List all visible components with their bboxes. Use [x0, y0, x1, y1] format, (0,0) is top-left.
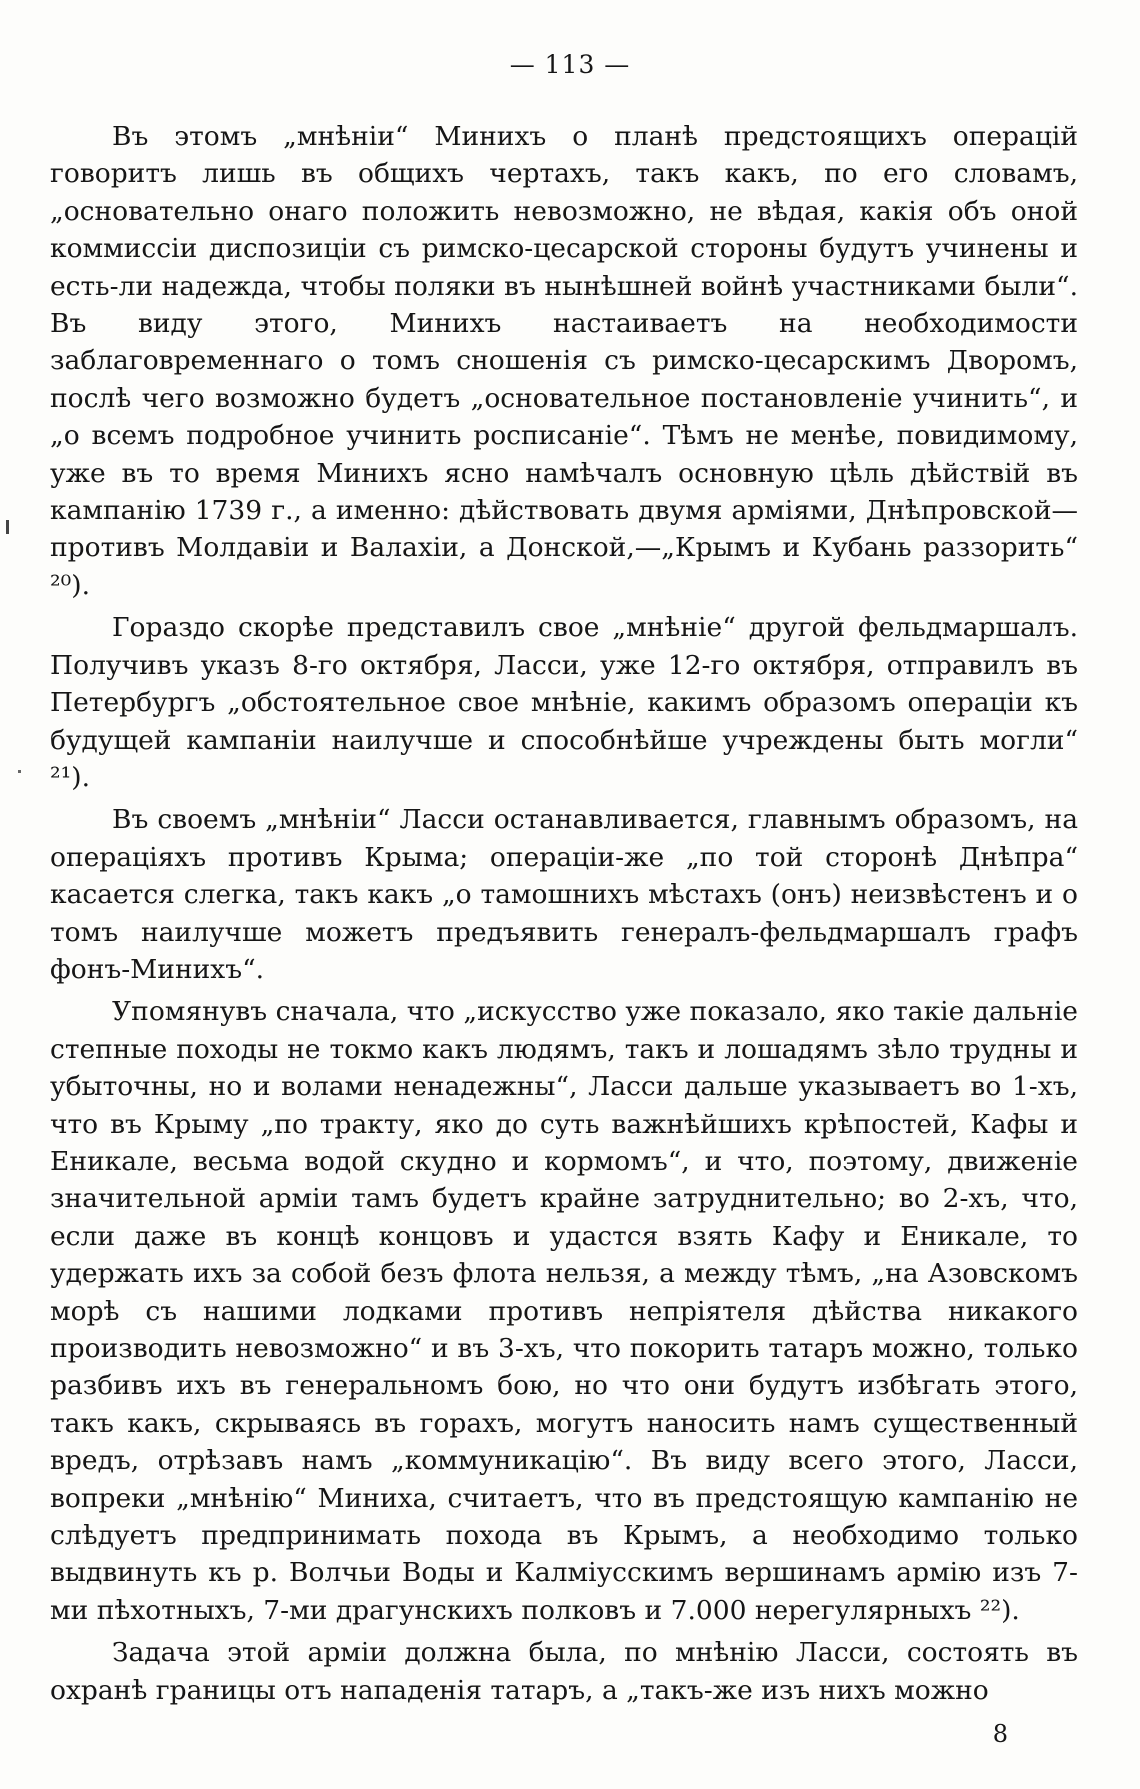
- paragraph: Въ этомъ „мнѣніи“ Минихъ о планѣ предстоящихъ операцій говоритъ лишь въ общихъ чертахъ, такъ какъ, по его словамъ, „основательно онаго положить невозможно, не вѣдая, какія объ оной коммиссіи диспозиціи съ римско-цесарской стороны будутъ учинены и есть-ли надежда, чтобы поляки въ нынѣшней войнѣ участниками были“. Въ виду этого, Минихъ настаиваетъ на необходимости заблаговременнаго о томъ сношенія съ римско-цесарскимъ Дворомъ, послѣ чего возможно будетъ „основательное постановленіе учинить“, и „о всемъ подробное учинить росписаніе“. Тѣмъ не менѣе, повидимому, уже въ то время Минихъ ясно намѣчалъ основную цѣль дѣйствій въ кампанію 1739 г., а именно: дѣйствовать двумя арміями, Днѣпровской—противъ Молдавіи и Валахіи, а Донской,—„Крымъ и Кубань раззорить“ ²⁰).: [50, 121, 1078, 601]
- paragraph: Въ своемъ „мнѣніи“ Ласси останавливается, главнымъ образомъ, на операціяхъ противъ Крыма; операціи-же „по той сторонѣ Днѣпра“ касается слегка, такъ какъ „о тамошнихъ мѣстахъ (онъ) неизвѣстенъ и о томъ наилучше можетъ предъявить генералъ-фельдмаршалъ графъ фонъ-Минихъ“.: [50, 804, 1078, 985]
- paragraph: Гораздо скорѣе представилъ свое „мнѣніе“ другой фельдмаршалъ. Получивъ указъ 8-го октября, Ласси, уже 12-го октября, отправилъ въ Петербургъ „обстоятельное свое мнѣніе, какимъ образомъ операціи къ будущей кампаніи наилучше и способнѣйше учреждены быть могли“ ²¹).: [50, 612, 1078, 793]
- paragraph: Задача этой арміи должна была, по мнѣнію Ласси, состоять въ охранѣ границы отъ нападенія татаръ, а „такъ-же изъ нихъ можно: [50, 1637, 1078, 1706]
- scan-edge-mark: [6, 520, 9, 534]
- paragraph: Упомянувъ сначала, что „искусство уже показало, яко такіе дальніе степные походы не токмо какъ людямъ, такъ и лошадямъ зѣло трудны и убыточны, но и волами ненадежны“, Ласси дальше указываетъ во 1-хъ, что въ Крыму „по тракту, яко до суть важнѣйшихъ крѣпостей, Кафы и Еникале, весьма водой скудно и кормомъ“, и что, поэтому, движеніе значительной арміи тамъ будетъ крайне затруднительно; во 2-хъ, что, если даже въ концѣ концовъ и удастся взять Кафу и Еникале, то удержать ихъ за собой безъ флота нельзя, а между тѣмъ, „на Азовскомъ морѣ съ нашими лодками противъ непріятеля дѣйства никакого производить невозможно“ и въ 3-хъ, что покорить татаръ можно, только разбивъ ихъ въ генеральномъ бою, но что они будутъ избѣгать этого, такъ какъ, скрываясь въ горахъ, могутъ наносить намъ существенный вредъ, отрѣзавъ намъ „коммуникацію“. Въ виду всего этого, Ласси, вопреки „мнѣнію“ Миниха, считаетъ, что въ предстоящую кампанію не слѣдуетъ предпринимать похода въ Крымъ, а необходимо только выдвинуть къ р. Волчьи Воды и Калміусскимъ вершинамъ армію изъ 7-ми пѣхотныхъ, 7-ми драгунскихъ полковъ и 7.000 нерегулярныхъ ²²).: [50, 996, 1078, 1626]
- page-text: [50, 118, 1078, 1714]
- page-number: — 113 —: [509, 50, 631, 79]
- printer-signature-mark: 8: [992, 1720, 1008, 1748]
- scan-dot-mark: [18, 770, 21, 773]
